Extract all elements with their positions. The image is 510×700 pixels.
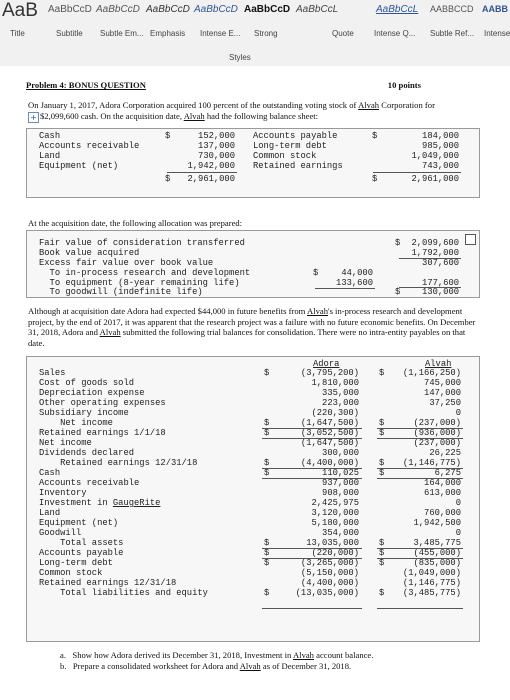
tb-alvah-value: (1,049,000) [402,568,461,578]
tb-adora-value: (220,000) [311,548,359,558]
tb-adora-value: (3,052,500) [300,428,359,438]
tb-alvah-currency: $ [379,558,385,568]
table-row [27,558,479,568]
tb-label: Long-term debt [39,558,113,568]
tb-adora-value: (1,647,500) [300,438,359,448]
table-row [27,578,479,588]
style-intense-quote[interactable] [376,0,426,44]
tb-alvah-value: 760,000 [424,508,461,518]
tb-alvah-value: (237,000) [413,418,461,428]
tb-label: Common stock [39,568,103,578]
style-intense-emphasis[interactable] [194,0,242,44]
alloc-label: Fair value of consideration transferred [39,238,245,248]
bs-left-label: Cash [39,131,61,141]
tb-alvah-currency: $ [379,588,385,598]
tb-alvah-value: 37,250 [429,398,461,408]
style-label: Strong [254,29,278,38]
alloc-label: To in-process research and development [39,268,251,278]
table-row [27,418,479,428]
tb-alvah-value: (1,146,775) [402,578,461,588]
style-label: Subtle Ref... [430,29,475,38]
alloc-mid-value: 44,000 [341,268,373,278]
table-row [27,568,479,578]
intro-text: On January 1, 2017, Adora Corporation acquired 100 percent of the outstanding voting stock of [28,100,359,110]
tb-label: Total liabilities and equity [39,588,208,598]
tb-adora-value: (1,647,500) [300,418,359,428]
column-header-adora: Adora [313,359,340,369]
tb-label: Accounts payable [39,548,124,558]
style-subtle-emphasis[interactable] [96,0,144,44]
divider [377,428,463,429]
style-label: Subtle Em... [100,29,144,38]
bs-right-total-currency: $ [372,174,378,184]
bs-right-label: Common stock [253,151,317,161]
style-sample: AaBbCcD [96,4,140,15]
tb-adora-value: 2,425,975 [311,498,359,508]
table-row [27,448,479,458]
tb-adora-value: 354,000 [322,528,359,538]
tb-label: Accounts receivable [39,478,140,488]
alloc-mid-value: 133,600 [336,278,373,288]
tb-adora-value: 223,000 [322,398,359,408]
paragraph-text: Although at acquisition date Adora had expected $44,000 in future benefits from [28,306,307,316]
question-list [60,650,480,671]
bs-right-value: 1,049,000 [411,151,459,161]
alloc-right-currency: $ [395,287,401,297]
style-sample: AaBbCcL [296,4,339,15]
style-title[interactable] [2,0,48,44]
bs-left-total-currency: $ [165,174,171,184]
table-row [27,548,479,558]
document-page [0,66,510,700]
tb-alvah-currency: $ [379,468,385,478]
tb-adora-currency: $ [264,588,270,598]
divider [262,478,362,479]
style-label: Intense E... [200,29,241,38]
bs-left-currency: $ [165,131,171,141]
bs-right-total: 2,961,000 [411,174,459,184]
tb-label: Other operating expenses [39,398,166,408]
table-row [27,141,479,151]
table-row [27,238,479,248]
bs-right-value: 985,000 [422,141,459,151]
table-row [27,248,479,258]
tb-label: Investment in GaugeRite [39,498,161,508]
tb-alvah-value: (1,146,775) [402,458,461,468]
tb-alvah-value: 0 [455,528,461,538]
paragraph-text: 's in-process research and development project, by the end of 2017, it was apparent that the research project was a failure with no future economic benefits. On December 31, 2018, Adora and [28,306,476,337]
tb-alvah-value: 613,000 [424,488,461,498]
style-sample: AABB [482,4,508,14]
alvah-name: Alvah [183,111,205,121]
table-row [27,368,479,378]
tb-adora-value: 13,035,000 [306,538,359,548]
tb-adora-value: 3,120,000 [311,508,359,518]
tb-alvah-value: 745,000 [424,378,461,388]
tb-alvah-currency: $ [379,368,385,378]
bs-left-value: 152,000 [198,131,235,141]
style-quote[interactable] [296,0,354,44]
tb-alvah-value: 26,225 [429,448,461,458]
alloc-mid-currency: $ [313,268,319,278]
table-row [27,258,479,268]
tb-adora-currency: $ [264,428,270,438]
bs-left-value: 1,942,000 [187,161,235,171]
style-sample: AaBbCcD [48,4,92,15]
divider [262,428,362,429]
question-marker: a. [60,650,66,660]
styles-group-caption: Styles [229,53,251,62]
tb-adora-currency: $ [264,458,270,468]
table-row [27,458,479,468]
table-row [27,428,479,438]
tb-alvah-value: (455,000) [413,548,461,558]
scenario-paragraph [28,306,480,348]
problem-header [26,80,486,94]
table-row [27,488,479,498]
divider [262,438,362,439]
tb-alvah-value: (1,166,250) [402,368,461,378]
tb-adora-value: (220,300) [311,408,359,418]
bs-right-label: Retained earnings [253,161,343,171]
tb-alvah-currency: $ [379,538,385,548]
tb-label: Dividends declared [39,448,135,458]
tb-alvah-currency: $ [379,458,385,468]
tb-label: Cost of goods sold [39,378,135,388]
bs-left-value: 730,000 [198,151,235,161]
tb-adora-value: 5,180,000 [311,518,359,528]
tb-label: Retained earnings 12/31/18 [39,578,177,588]
style-subtitle[interactable] [48,0,96,44]
table-move-handle-icon[interactable]: + [28,112,39,123]
divider [262,558,362,559]
divider [167,172,237,173]
bs-left-label: Equipment (net) [39,161,119,171]
style-sample: AABBCCD [430,4,474,14]
tb-alvah-value: (835,000) [413,558,461,568]
tb-adora-value: 1,810,000 [311,378,359,388]
bs-right-label: Accounts payable [253,131,338,141]
tb-adora-currency: $ [264,418,270,428]
tb-label: Goodwill [39,528,82,538]
table-row [27,498,479,508]
paragraph-text: submitted the following trial balances for consolidation. There were no intra-entity payables on that date. [28,327,466,348]
intro-text: Corporation for [379,100,435,110]
tb-adora-currency: $ [264,548,270,558]
table-row [27,438,479,448]
tb-adora-value: 300,000 [322,448,359,458]
tb-label: Retained earnings 1/1/18 [39,428,166,438]
table-row [27,468,479,478]
style-label: Emphasis [150,29,186,38]
table-row [27,518,479,528]
tb-alvah-value: (237,000) [413,438,461,448]
tb-alvah-currency: $ [379,428,385,438]
tb-label: Total assets [39,538,124,548]
tb-adora-currency: $ [264,368,270,378]
tb-adora-value: (3,795,200) [300,368,359,378]
alloc-label: To goodwill (indefinite life) [39,287,203,297]
style-label: Subtitle [56,29,83,38]
bs-left-label: Land [39,151,61,161]
bs-right-currency: $ [372,131,378,141]
table-row [27,538,479,548]
table-row [27,287,479,297]
style-strong[interactable] [244,0,292,44]
tb-adora-currency: $ [264,538,270,548]
style-sample: AaBbCcD [146,4,190,15]
style-emphasis[interactable] [146,0,192,44]
tb-label: Sales [39,368,66,378]
style-subtle-reference[interactable] [430,0,480,44]
bs-left-total: 2,961,000 [187,174,235,184]
bs-right-label: Long-term debt [253,141,327,151]
tb-alvah-value: 3,485,775 [413,538,461,548]
table-row [27,388,479,398]
divider [262,608,362,609]
tb-alvah-currency: $ [379,418,385,428]
alloc-right-value: 177,600 [422,278,459,288]
tb-alvah-value: 147,000 [424,388,461,398]
divider [262,468,362,469]
alvah-name: Alvah [307,306,329,316]
table-row [27,268,479,278]
style-sample: AaBbCcD [194,4,238,15]
tb-adora-currency: $ [264,558,270,568]
divider [373,172,461,173]
styles-ribbon [0,0,510,67]
tb-alvah-value: 1,942,500 [413,518,461,528]
tb-adora-value: 110,025 [322,468,359,478]
divider [262,548,362,549]
trial-balance-table [26,356,480,642]
bs-left-label: Accounts receivable [39,141,140,151]
tb-adora-value: (13,035,000) [295,588,359,598]
table-row [27,378,479,388]
divider [377,478,463,479]
divider [377,548,463,549]
table-row [27,408,479,418]
style-label: Intense Q... [374,29,416,38]
bs-left-value: 137,000 [198,141,235,151]
style-label: Title [10,29,25,38]
table-row [27,131,479,141]
alloc-right-value: 130,000 [422,287,459,297]
table-row [27,528,479,538]
problem-intro [28,100,480,123]
tb-alvah-value: (936,000) [413,428,461,438]
tb-alvah-value: 6,275 [434,468,461,478]
problem-title: Problem 4: BONUS QUESTION [26,80,146,90]
question-text: account balance. [313,650,374,660]
table-row [27,161,479,171]
table-row [27,588,479,598]
alvah-name: Alvah [358,100,380,110]
question-text: Prepare a consolidated worksheet for Adora and [72,660,240,671]
divider [377,468,463,469]
style-label: Quote [332,29,354,38]
tb-alvah-value: 0 [455,408,461,418]
style-label: Intense [484,29,510,38]
allocation-table [26,230,480,298]
tb-alvah-value: 164,000 [424,478,461,488]
tb-label: Net income [39,418,113,428]
allocation-intro: At the acquisition date, the following allocation was prepared: [28,218,243,228]
intro-text: had the following balance sheet: [204,111,319,121]
bs-right-value: 184,000 [422,131,459,141]
alloc-right-value: 2,099,600 [411,238,459,248]
tb-adora-value: (5,150,000) [300,568,359,578]
tb-label: Retained earnings 12/31/18 [39,458,198,468]
tb-adora-value: 908,000 [322,488,359,498]
divider [377,608,463,609]
question-text: as of December 31, 2018. [260,660,352,671]
divider [377,558,463,559]
question-marker: b. [60,660,67,671]
tb-label: Cash [39,468,61,478]
tb-adora-value: (4,400,000) [300,578,359,588]
table-row [27,398,479,408]
tb-alvah-value: (3,485,775) [402,588,461,598]
style-sample: AaB [2,0,38,21]
alvah-name: Alvah [239,660,261,671]
intro-text: $2,099,600 cash. On the acquisition date, [40,111,184,121]
tb-label: Equipment (net) [39,518,119,528]
bs-right-value: 743,000 [422,161,459,171]
question-text: Show how Adora derived its December 31, 2018, Investment in [72,650,293,660]
question-item [60,650,480,661]
tb-adora-value: (3,265,000) [300,558,359,568]
problem-points: 10 points [387,80,421,90]
table-row [27,174,479,184]
alloc-label: To equipment (8-year remaining life) [39,278,240,288]
tb-label: Net income [39,438,92,448]
alloc-right-currency: $ [395,238,401,248]
question-item [60,661,480,672]
balance-sheet-table [26,128,480,198]
column-header-alvah: Alvah [425,359,452,369]
table-row [27,478,479,488]
tb-label: Land [39,508,61,518]
style-sample: AaBbCcD [244,4,291,15]
tb-adora-value: 335,000 [322,388,359,398]
divider [377,438,463,439]
tb-label: Inventory [39,488,87,498]
alvah-name: Alvah [292,650,314,660]
alloc-right-value: 307,600 [422,258,459,268]
alvah-name: Alvah [99,327,121,337]
alloc-label: Excess fair value over book value [39,258,214,268]
style-intense-reference[interactable] [482,0,510,44]
tb-label: Depreciation expense [39,388,145,398]
alloc-right-value: 1,792,000 [411,248,459,258]
table-row [27,151,479,161]
table-row [27,508,479,518]
tb-adora-value: (4,400,000) [300,458,359,468]
style-sample: AaBbCcL [376,4,419,15]
tb-label: Subsidiary income [39,408,129,418]
tb-alvah-currency: $ [379,548,385,558]
investment-target-name: GaugeRite [112,498,161,508]
tb-alvah-value: 0 [455,498,461,508]
tb-adora-currency: $ [264,468,270,478]
alloc-label: Book value acquired [39,248,140,258]
tb-adora-value: 937,000 [322,478,359,488]
